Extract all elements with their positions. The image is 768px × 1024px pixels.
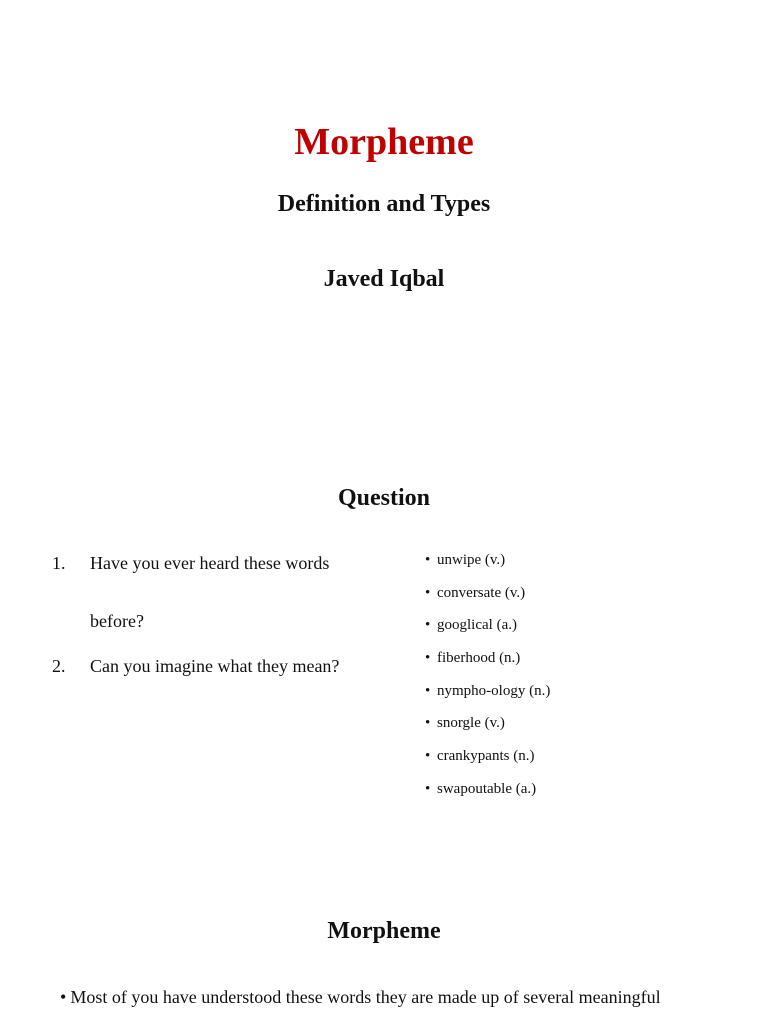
word-list-item xyxy=(425,711,550,744)
word-text: swapoutable (a.) xyxy=(437,780,537,797)
presentation-subtitle: Definition and Types xyxy=(277,191,491,217)
word-list-item xyxy=(425,744,550,777)
word-text: fiberhood (n.) xyxy=(437,650,521,667)
word-text: snorgle (v.) xyxy=(437,715,505,732)
word-list-item xyxy=(425,646,550,679)
bullet-icon: • xyxy=(425,617,431,634)
bullet-icon: • xyxy=(425,748,431,765)
word-text: unwipe (v.) xyxy=(437,552,506,568)
morpheme-body xyxy=(60,982,720,1012)
question-item xyxy=(52,650,382,682)
question-number: 2. xyxy=(52,656,66,676)
bullet-icon: • xyxy=(425,715,431,732)
word-list-item xyxy=(425,679,550,712)
bullet-icon: • xyxy=(425,682,431,699)
morpheme-heading: Morpheme xyxy=(327,918,441,944)
word-text: conversate (v.) xyxy=(437,584,526,601)
word-list-item xyxy=(425,613,550,646)
word-list-item xyxy=(425,548,550,581)
word-text: nympho-ology (n.) xyxy=(437,682,551,699)
question-text: Can you imagine what they mean? xyxy=(90,656,340,676)
author-name: Javed Iqbal xyxy=(323,266,445,292)
question-number: 1. xyxy=(52,553,66,573)
word-text: googlical (a.) xyxy=(437,617,517,634)
word-list-item xyxy=(425,777,550,810)
question-heading: Question xyxy=(337,485,430,511)
bullet-icon: • xyxy=(425,584,431,601)
word-list xyxy=(425,548,550,810)
word-text: crankypants (n.) xyxy=(437,748,535,765)
morpheme-body-text: Most of you have understood these words they are made up of several meaningful xyxy=(70,987,661,1007)
question-text-line1: Have you ever heard these words xyxy=(90,553,330,573)
word-list-item xyxy=(425,581,550,614)
presentation-title: Morpheme xyxy=(294,121,474,163)
bullet-icon: • xyxy=(425,552,431,568)
question-text-line2: before? xyxy=(90,611,144,631)
bullet-icon: • xyxy=(425,780,431,797)
question-list xyxy=(52,546,382,682)
question-item xyxy=(52,534,382,650)
bullet-icon: • xyxy=(425,650,431,667)
bullet-icon: • xyxy=(60,987,67,1007)
